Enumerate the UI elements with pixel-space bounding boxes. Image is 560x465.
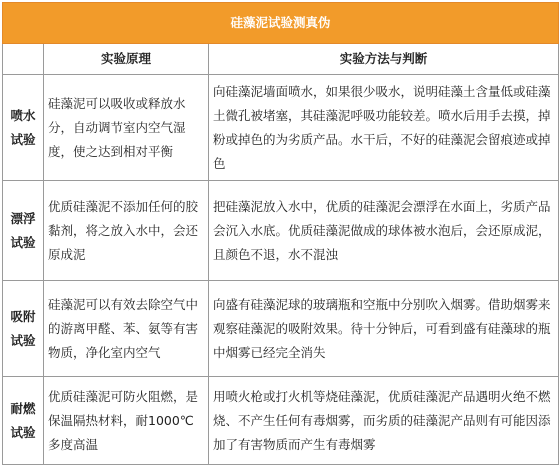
- row-label-top: 耐燃: [10, 400, 36, 416]
- row-label-bottom: 试验: [10, 332, 36, 348]
- authenticity-test-table: [2, 2, 559, 465]
- row-label: [3, 181, 44, 281]
- table-row: [3, 181, 559, 281]
- table-row: [3, 377, 559, 465]
- principle-cell: 优质硅藻泥不添加任何的胶黏剂，将之放入水中，会还原成泥: [44, 181, 209, 281]
- method-cell: 把硅藻泥放入水中，优质的硅藻泥会漂浮在水面上，劣质产品会沉入水底。优质硅藻泥做成的球体被水泡后，会还原成泥，且颜色不退，水不混浊: [209, 181, 559, 281]
- table-title: 硅藻泥试验测真伪: [3, 3, 559, 44]
- row-label: [3, 75, 44, 181]
- method-cell: 向盛有硅藻泥球的玻璃瓶和空瓶中分别吹入烟雾。借助烟雾来观察硅藻泥的吸附效果。待十分钟后，可看到盛有硅藻球的瓶中烟雾已经完全消失: [209, 281, 559, 377]
- header-method: 实验方法与判断: [209, 44, 559, 75]
- row-label: [3, 377, 44, 465]
- row-label-top: 喷水: [10, 107, 36, 123]
- method-cell: 向硅藻泥墙面喷水，如果很少吸水，说明硅藻土含量低或硅藻土微孔被堵塞，其硅藻泥呼吸功能较差。喷水后用手去摸，掉粉或掉色的为劣质产品。水干后，不好的硅藻泥会留痕迹或掉色: [209, 75, 559, 181]
- header-principle: 实验原理: [44, 44, 209, 75]
- principle-cell: 硅藻泥可以吸收或释放水分，自动调节室内空气湿度，使之达到相对平衡: [44, 75, 209, 181]
- row-label-top: 吸附: [10, 308, 36, 324]
- principle-cell: 硅藻泥可以有效去除空气中的游离甲醛、苯、氨等有害物质，净化室内空气: [44, 281, 209, 377]
- row-label-top: 漂浮: [10, 210, 36, 226]
- method-cell: 用喷火枪或打火机等烧硅藻泥，优质硅藻泥产品遇明火绝不燃烧、不产生任何有毒烟雾，而劣质的硅藻泥产品则有可能因添加了有害物质而产生有毒烟雾: [209, 377, 559, 465]
- row-label-bottom: 试验: [10, 424, 36, 440]
- row-label-bottom: 试验: [10, 234, 36, 250]
- table-row: [3, 281, 559, 377]
- header-blank: [3, 44, 44, 75]
- row-label: [3, 281, 44, 377]
- table-row: [3, 75, 559, 181]
- principle-cell: 优质硅藻泥可防火阻燃，是保温隔热材料，耐1000℃多度高温: [44, 377, 209, 465]
- row-label-bottom: 试验: [10, 131, 36, 147]
